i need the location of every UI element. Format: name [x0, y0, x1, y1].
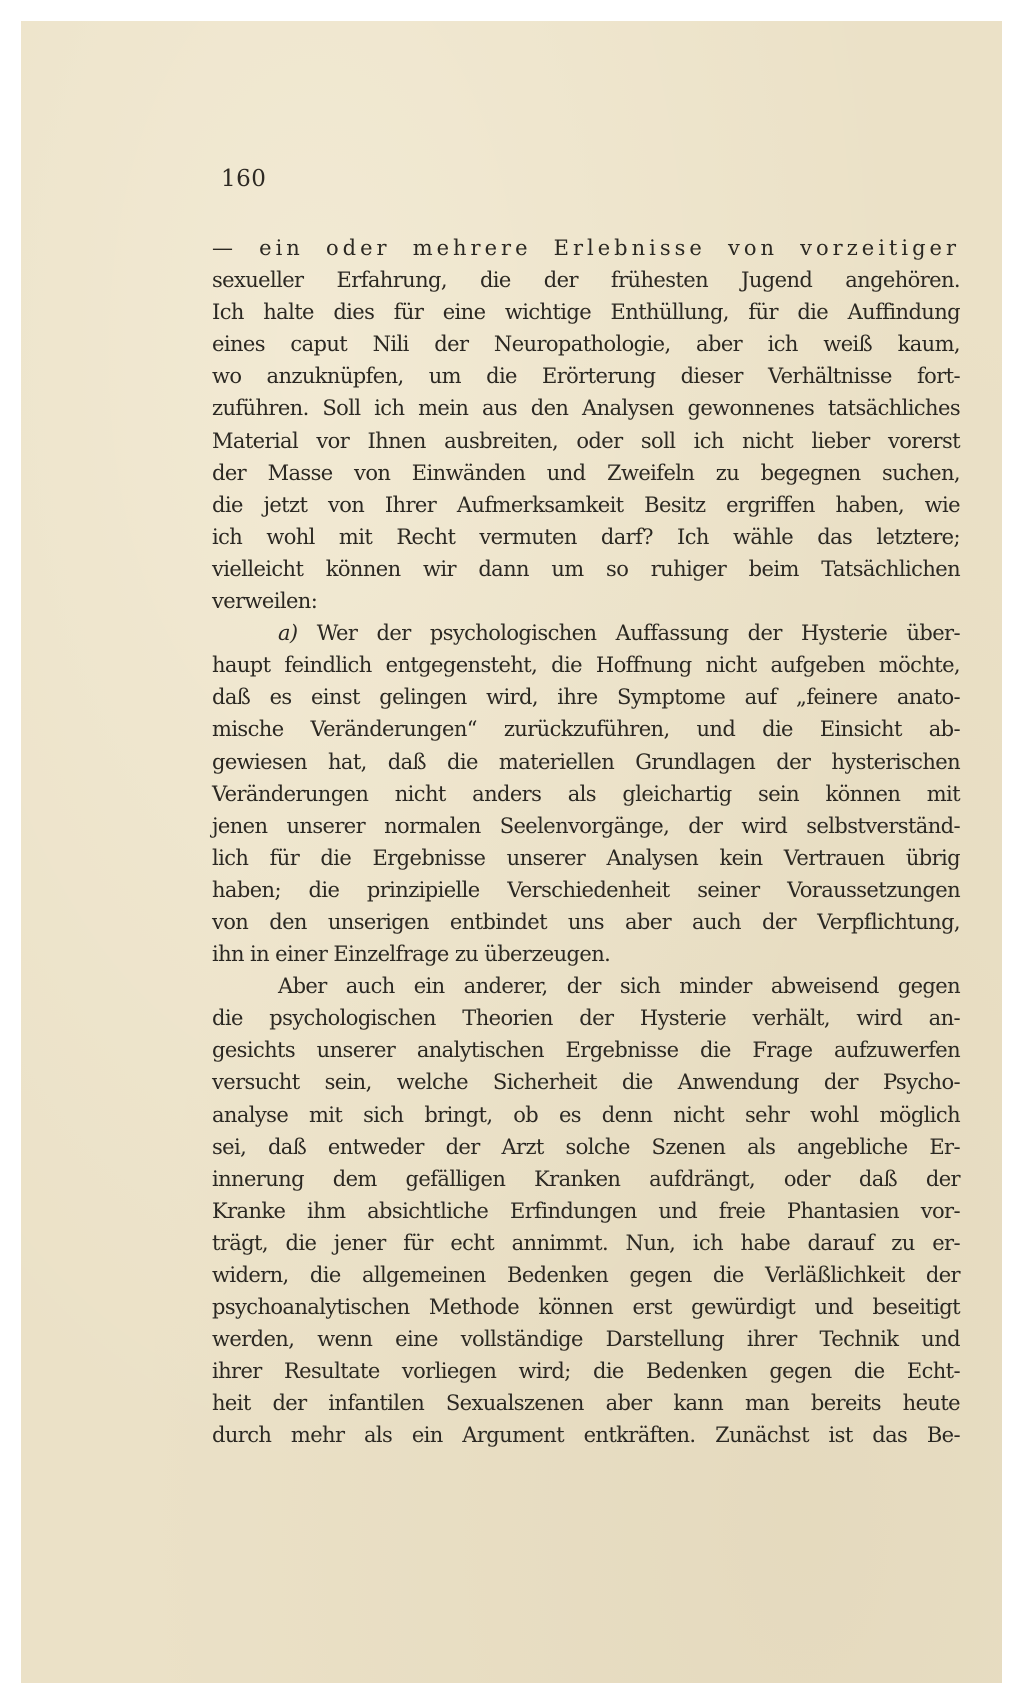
text-line: haupt feindlich entgegensteht, die Hoffnung nicht aufgeben möchte, [212, 653, 960, 678]
text-line: gesichts unserer analytischen Ergebnisse die Frage aufzuwerfen [212, 1038, 960, 1063]
text-line: Veränderungen nicht anders als gleichartig sein können mit [212, 781, 960, 806]
text-line: lich für die Ergebnisse unserer Analysen kein Vertrauen übrig [212, 845, 960, 870]
text-line: sexueller Erfahrung, die der frühesten Jugend angehören. [212, 268, 960, 293]
text-line: — ein oder mehrere Erlebnisse von vorzeitiger [212, 236, 960, 260]
text-line: Wer der psychologischen Auffassung der Hysterie über- [316, 621, 960, 646]
page-number: 160 [221, 166, 267, 192]
text-line: Ich halte dies für eine wichtige Enthüllung, für die Auffindung [212, 300, 960, 325]
text-line: wo anzuknüpfen, um die Erörterung dieser Verhältnisse fort- [212, 364, 960, 389]
text-line: von den unserigen entbindet uns aber auch der Verpflichtung, [212, 909, 960, 934]
text-line: innerung dem gefälligen Kranken aufdrängt, oder daß der [212, 1166, 960, 1191]
text-line: widern, die allgemeinen Bedenken gegen die Verläßlichkeit der [212, 1263, 960, 1287]
text-line: die jetzt von Ihrer Aufmerksamkeit Besitz ergriffen haben, wie [212, 492, 960, 517]
list-marker: a) [278, 621, 298, 646]
text-line: versucht sein, welche Sicherheit die Anwendung der Psycho- [212, 1070, 960, 1095]
body-text [212, 232, 960, 1452]
text-line: der Masse von Einwänden und Zweifeln zu begegnen suchen, [212, 460, 960, 485]
text-line: gewiesen hat, daß die materiellen Grundlagen der hysterischen [212, 749, 960, 774]
text-line: jenen unserer normalen Seelenvorgänge, der wird selbstverständ- [212, 813, 960, 838]
text-line: Kranke ihm absichtliche Erfindungen und freie Phantasien vor- [212, 1198, 960, 1223]
text-line: zuführen. Soll ich mein aus den Analysen gewonnenes tatsächliches [212, 396, 960, 421]
text-line: vielleicht können wir dann um so ruhiger beim Tatsächlichen [212, 556, 960, 581]
text-line: die psychologischen Theorien der Hysterie verhält, wird an- [212, 1006, 960, 1031]
text-line: werden, wenn eine vollständige Darstellung ihrer Technik und [212, 1327, 960, 1352]
text-line: ich wohl mit Recht vermuten darf? Ich wähle das letztere; [212, 524, 960, 549]
text-line: mische Veränderungen“ zurückzuführen, und die Einsicht ab- [212, 717, 960, 742]
text-line: ihn in einer Einzelfrage zu überzeugen. [212, 942, 611, 967]
text-line: Aber auch ein anderer, der sich minder abweisend gegen [278, 974, 960, 999]
text-line: analyse mit sich bringt, ob es denn nicht sehr wohl möglich [212, 1102, 960, 1127]
text-line: daß es einst gelingen wird, ihre Symptome auf „feinere anato- [212, 685, 960, 710]
text-line: psychoanalytischen Methode können erst gewürdigt und beseitigt [212, 1295, 960, 1320]
list-item-a [212, 617, 960, 649]
text-line: verweilen: [212, 589, 318, 614]
text-line: ihrer Resultate vorliegen wird; die Bedenken gegen die Echt- [212, 1359, 960, 1384]
text-line: eines caput Nili der Neuropathologie, aber ich weiß kaum, [212, 332, 960, 357]
text-line: durch mehr als ein Argument entkräften. Zunächst ist das Be- [212, 1423, 960, 1448]
text-line: Material vor Ihnen ausbreiten, oder soll ich nicht lieber vorerst [212, 428, 960, 453]
text-line: heit der infantilen Sexualszenen aber kann man bereits heute [212, 1391, 960, 1416]
text-line: haben; die prinzipielle Verschiedenheit seiner Voraussetzungen [212, 877, 960, 902]
text-line: trägt, die jener für echt annimmt. Nun, ich habe darauf zu er- [212, 1230, 960, 1255]
text-line: sei, daß entweder der Arzt solche Szenen als angebliche Er- [212, 1134, 960, 1159]
